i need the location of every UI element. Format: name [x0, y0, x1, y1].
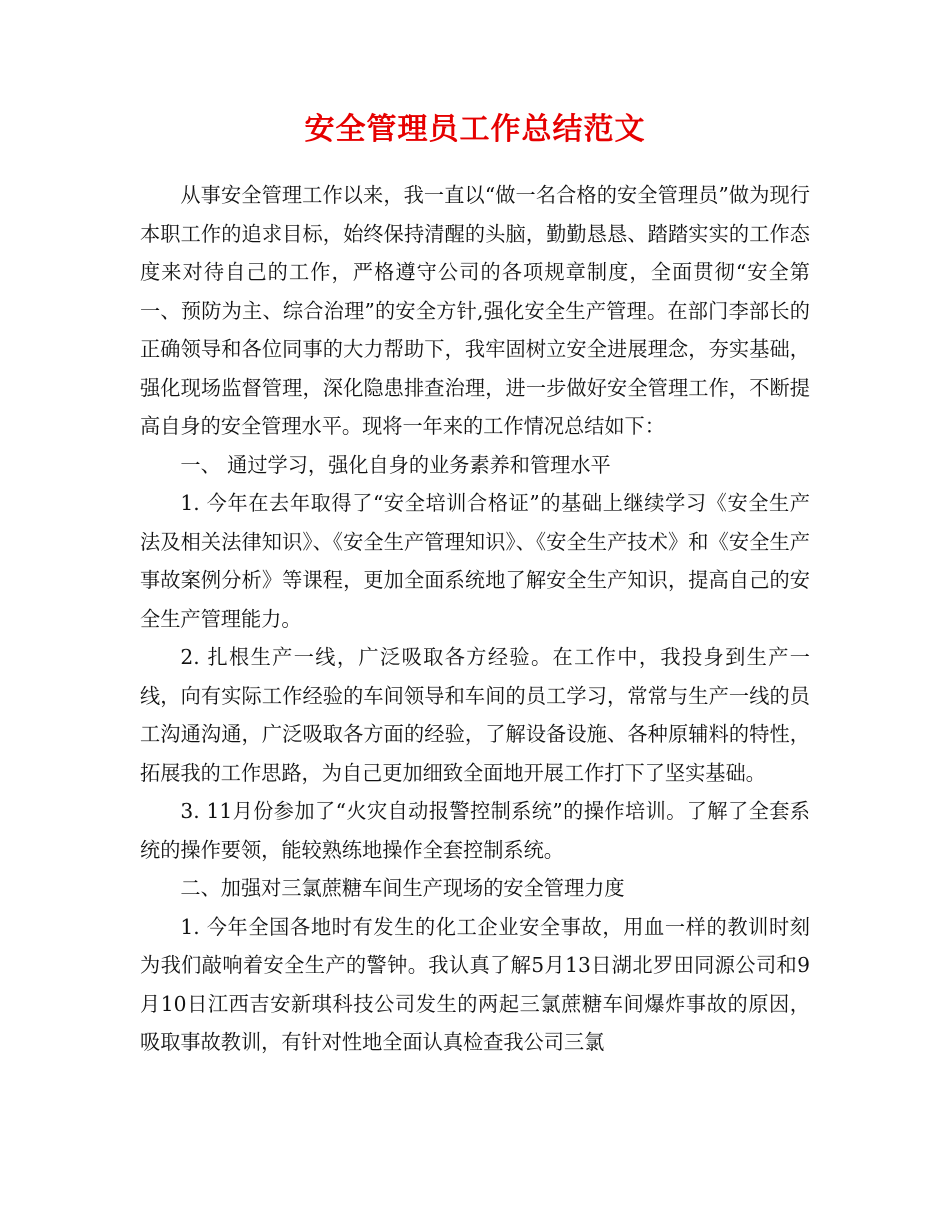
paragraph-1-3: 3. 11月份参加了“火灾自动报警控制系统”的操作培训。了解了全套系统的操作要领，能较熟练地操作全套控制系统。: [140, 799, 810, 862]
document-body: [140, 176, 810, 1062]
section-heading-1: 一、 通过学习，强化自身的业务素养和管理水平: [180, 452, 611, 477]
paragraph-intro: 从事安全管理工作以来，我一直以“做一名合格的安全管理员”做为现行本职工作的追求目标，始终保持清醒的头脑，勤勤恳恳、踏踏实实的工作态度来对待自己的工作，严格遵守公司的各项规章制度，全面贯彻“安全第一、预防为主、综合治理”的安全方针,强化安全生产管理。在部门李部长的正确领导和各位同事的大力帮助下，我牢固树立安全进展理念，夯实基础，强化现场监督管理，深化隐患排查治理，进一步做好安全管理工作，不断提高自身的安全管理水平。现将一年来的工作情况总结如下：: [140, 183, 810, 438]
paragraph-2-1: 1. 今年全国各地时有发生的化工企业安全事故，用血一样的教训时刻为我们敲响着安全生产的警钟。我认真了解5月13日湖北罗田同源公司和9月10日江西吉安新琪科技公司发生的两起三氯蔗糖车间爆炸事故的原因，吸取事故教训，有针对性地全面认真检查我公司三氯: [140, 914, 810, 1054]
paragraph-1-2: 2. 扎根生产一线，广泛吸取各方经验。在工作中，我投身到生产一线，向有实际工作经验的车间领导和车间的员工学习，常常与生产一线的员工沟通沟通，广泛吸取各方面的经验，了解设备设施、各种原辅料的特性，拓展我的工作思路，为自己更加细致全面地开展工作打下了坚实基础。: [140, 645, 810, 785]
section-heading-2: 二、加强对三氯蔗糖车间生产现场的安全管理力度: [180, 876, 625, 900]
document-title: 安全管理员工作总结范文: [304, 112, 646, 147]
paragraph-1-1: 1. 今年在去年取得了“安全培训合格证”的基础上继续学习《安全生产法及相关法律知识》、《安全生产管理知识》、《安全生产技术》和《安全生产事故案例分析》等课程，更加全面系统地了解安全生产知识，提高自己的安全生产管理能力。: [140, 491, 810, 631]
